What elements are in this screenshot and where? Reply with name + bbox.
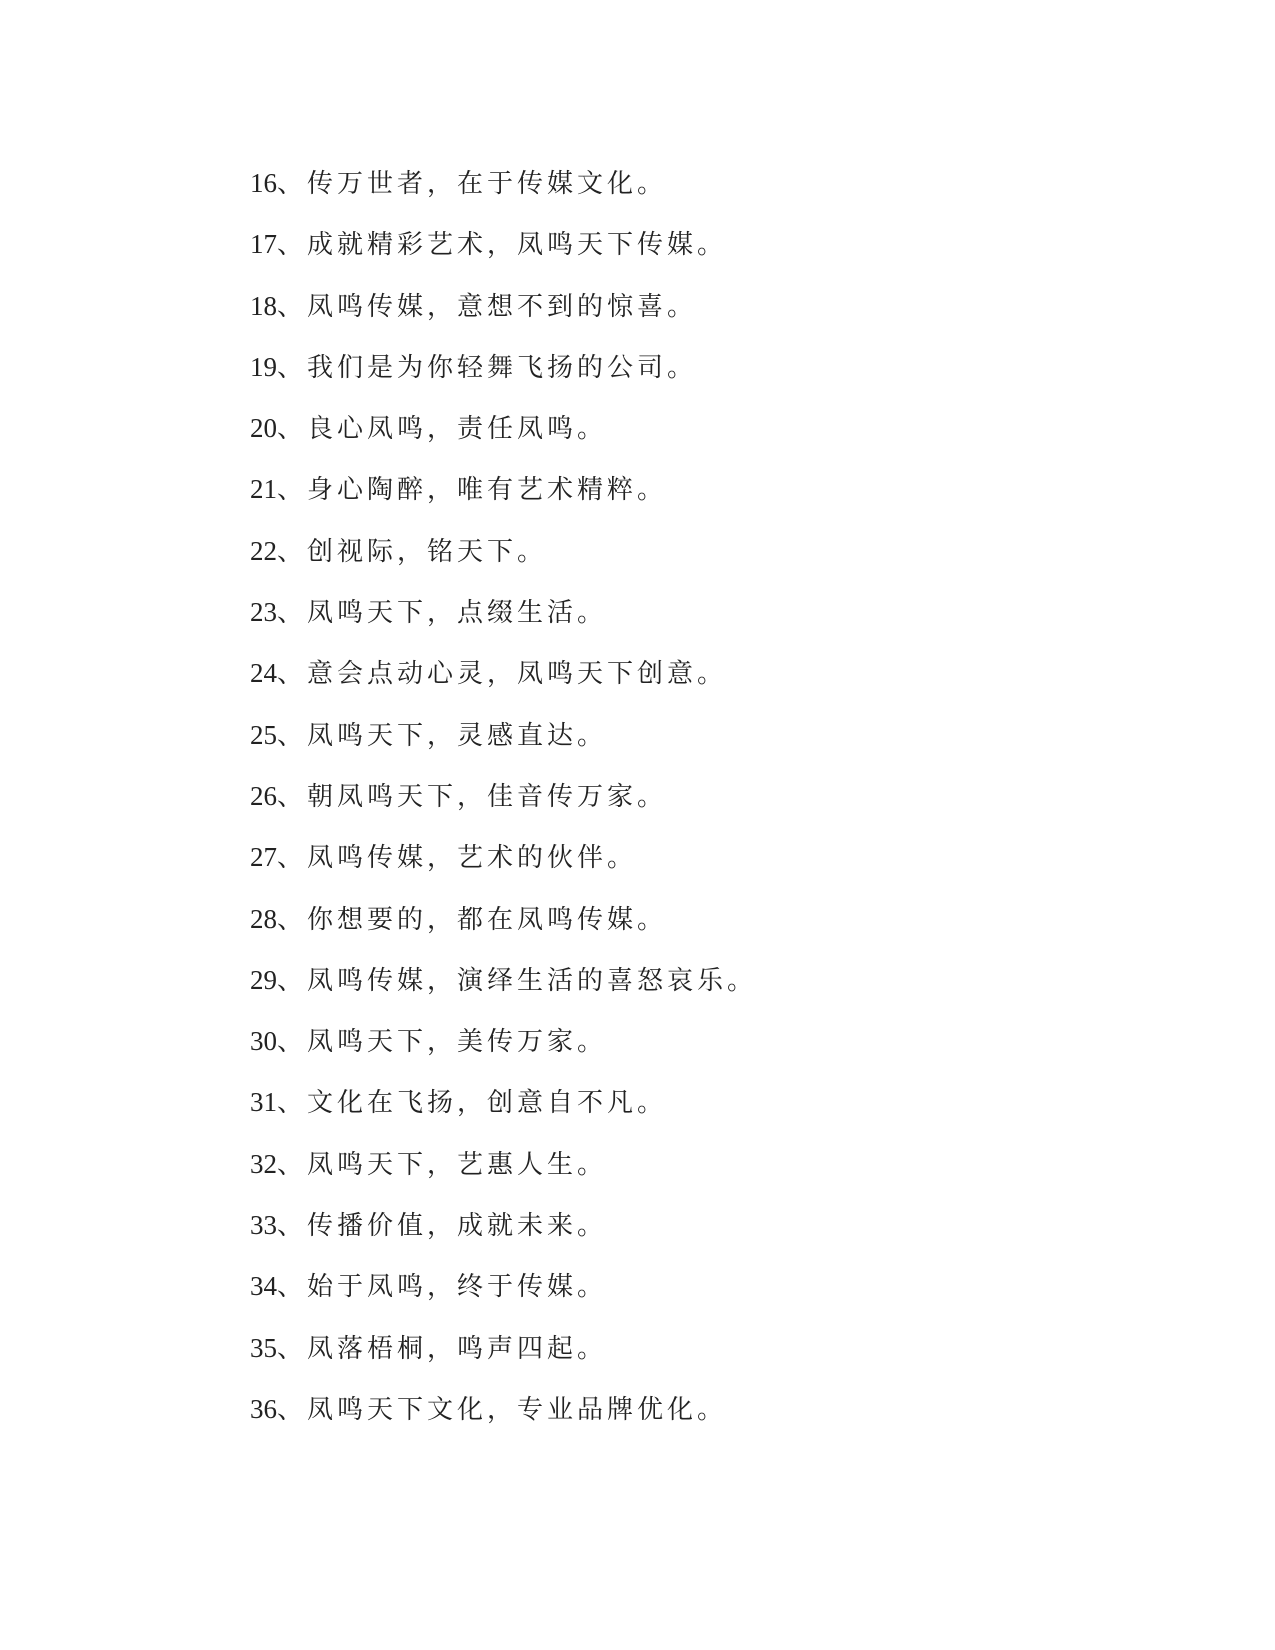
list-item — [250, 717, 757, 778]
item-number: 34 — [250, 1271, 277, 1302]
item-number: 25 — [250, 719, 277, 750]
item-text: 凤鸣传媒，演绎生活的喜怒哀乐。 — [307, 965, 758, 996]
list-item — [250, 962, 757, 1023]
list-item — [250, 1330, 757, 1391]
list-item — [250, 901, 757, 962]
list-item — [250, 349, 757, 410]
list-item — [250, 533, 757, 594]
item-text: 创视际，铭天下。 — [307, 536, 548, 567]
item-number: 31 — [250, 1087, 277, 1118]
list-item — [250, 288, 757, 349]
item-number: 22 — [250, 535, 277, 566]
list-item — [250, 471, 757, 532]
item-number: 35 — [250, 1332, 277, 1363]
item-text: 身心陶醉，唯有艺术精粹。 — [307, 475, 668, 506]
item-separator: 、 — [277, 1394, 308, 1425]
item-number: 19 — [250, 351, 277, 382]
item-number: 26 — [250, 780, 277, 811]
list-item — [250, 594, 757, 655]
list-item — [250, 1268, 757, 1329]
item-separator: 、 — [277, 720, 308, 751]
item-number: 17 — [250, 229, 277, 260]
item-text: 凤鸣天下文化，专业品牌优化。 — [307, 1394, 728, 1425]
item-number: 16 — [250, 168, 277, 198]
item-number: 29 — [250, 964, 277, 995]
item-number: 24 — [250, 658, 277, 689]
item-separator: 、 — [277, 536, 308, 567]
item-separator: 、 — [277, 291, 308, 322]
item-text: 凤落梧桐，鸣声四起。 — [307, 1333, 608, 1364]
item-separator: 、 — [277, 598, 308, 629]
item-number: 36 — [250, 1393, 277, 1424]
item-separator: 、 — [277, 1149, 308, 1180]
list-item — [250, 165, 757, 226]
list-item — [250, 410, 757, 471]
list-item — [250, 1084, 757, 1145]
list-item — [250, 226, 757, 287]
item-separator: 、 — [277, 904, 308, 935]
item-text: 凤鸣传媒，意想不到的惊喜。 — [307, 291, 698, 322]
item-number: 27 — [250, 842, 277, 873]
item-text: 良心凤鸣，责任凤鸣。 — [307, 414, 608, 445]
item-number: 28 — [250, 903, 277, 934]
item-separator: 、 — [277, 1211, 308, 1242]
item-text: 始于凤鸣，终于传媒。 — [307, 1272, 608, 1303]
list-item — [250, 655, 757, 716]
list-item — [250, 1207, 757, 1268]
item-number: 20 — [250, 413, 277, 444]
item-text: 朝凤鸣天下，佳音传万家。 — [307, 781, 668, 812]
list-item — [250, 1391, 757, 1452]
item-number: 18 — [250, 290, 277, 321]
item-separator: 、 — [277, 1027, 308, 1058]
item-text: 传万世者，在于传媒文化。 — [307, 169, 668, 199]
item-separator: 、 — [277, 1088, 308, 1119]
item-separator: 、 — [277, 659, 308, 690]
item-text: 文化在飞扬，创意自不凡。 — [307, 1088, 668, 1119]
item-separator: 、 — [277, 475, 308, 506]
item-number: 30 — [250, 1026, 277, 1057]
item-separator: 、 — [277, 169, 308, 199]
item-separator: 、 — [277, 781, 308, 812]
item-separator: 、 — [277, 230, 308, 261]
list-item — [250, 839, 757, 900]
slogan-list — [250, 165, 757, 1452]
item-separator: 、 — [277, 414, 308, 445]
list-item — [250, 1146, 757, 1207]
item-separator: 、 — [277, 965, 308, 996]
item-separator: 、 — [277, 1333, 308, 1364]
item-text: 凤鸣天下，艺惠人生。 — [307, 1149, 608, 1180]
list-item — [250, 778, 757, 839]
item-number: 23 — [250, 597, 277, 628]
item-text: 传播价值，成就未来。 — [307, 1211, 608, 1242]
item-text: 凤鸣传媒，艺术的伙伴。 — [307, 843, 638, 874]
item-text: 凤鸣天下，灵感直达。 — [307, 720, 608, 751]
list-item — [250, 1023, 757, 1084]
item-number: 33 — [250, 1210, 277, 1241]
item-text: 凤鸣天下，美传万家。 — [307, 1027, 608, 1058]
item-number: 32 — [250, 1148, 277, 1179]
item-text: 你想要的，都在凤鸣传媒。 — [307, 904, 668, 935]
item-separator: 、 — [277, 352, 308, 383]
item-number: 21 — [250, 474, 277, 505]
item-text: 意会点动心灵，凤鸣天下创意。 — [307, 659, 728, 690]
item-separator: 、 — [277, 1272, 308, 1303]
item-separator: 、 — [277, 843, 308, 874]
item-text: 凤鸣天下，点缀生活。 — [307, 598, 608, 629]
item-text: 我们是为你轻舞飞扬的公司。 — [307, 352, 698, 383]
item-text: 成就精彩艺术，凤鸣天下传媒。 — [307, 230, 728, 261]
